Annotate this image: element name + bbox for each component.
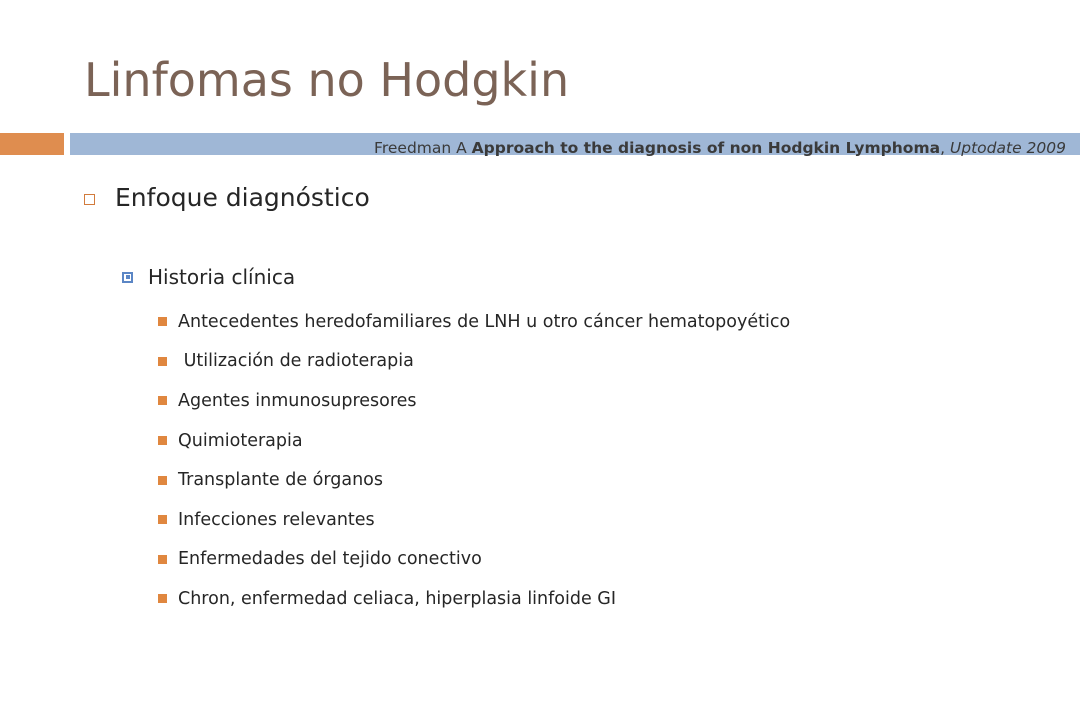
list-item (158, 342, 790, 382)
citation-separator: , (940, 139, 950, 157)
square-bullet-icon (158, 594, 167, 603)
square-bullet-icon (158, 357, 167, 366)
list-item-text: Enfermedades del tejido conectivo (178, 549, 482, 570)
square-bullet-icon (158, 555, 167, 564)
citation-title: Approach to the diagnosis of non Hodgkin Lymphoma (471, 139, 941, 157)
square-bullet-icon (158, 317, 167, 326)
bullet-level1-text: Enfoque diagnóstico (115, 183, 370, 212)
list-item (158, 579, 790, 619)
list-item-text: Utilización de radioterapia (178, 351, 414, 372)
bullet-level1 (84, 178, 370, 218)
list-item-text: Infecciones relevantes (178, 509, 375, 530)
list-item (158, 460, 790, 500)
list-item (158, 302, 790, 342)
framed-square-bullet-icon (122, 272, 133, 283)
list-item-text: Transplante de órganos (178, 470, 384, 491)
list-item (158, 500, 790, 540)
slide-title: Linfomas no Hodgkin (84, 53, 570, 107)
list-item (158, 540, 790, 580)
citation-author: Freedman A (374, 139, 472, 157)
list-item-text: Agentes inmunosupresores (178, 390, 417, 411)
clinical-history-list (158, 302, 790, 619)
list-item-text: Chron, enfermedad celiaca, hiperplasia linfoide GI (178, 588, 617, 609)
bullet-level2-text: Historia clínica (148, 265, 296, 289)
bullet-level2 (122, 260, 295, 294)
square-bullet-icon (158, 436, 167, 445)
citation (374, 137, 1066, 159)
square-bullet-icon (158, 515, 167, 524)
list-item (158, 421, 790, 461)
list-item-text: Quimioterapia (178, 430, 303, 451)
title-accent-bar (0, 133, 64, 155)
list-item (158, 381, 790, 421)
square-bullet-icon (158, 476, 167, 485)
hollow-square-bullet-icon (84, 194, 95, 205)
list-item-text: Antecedentes heredofamiliares de LNH u otro cáncer hematopoyético (178, 311, 791, 332)
citation-source: Uptodate 2009 (949, 139, 1066, 157)
square-bullet-icon (158, 396, 167, 405)
